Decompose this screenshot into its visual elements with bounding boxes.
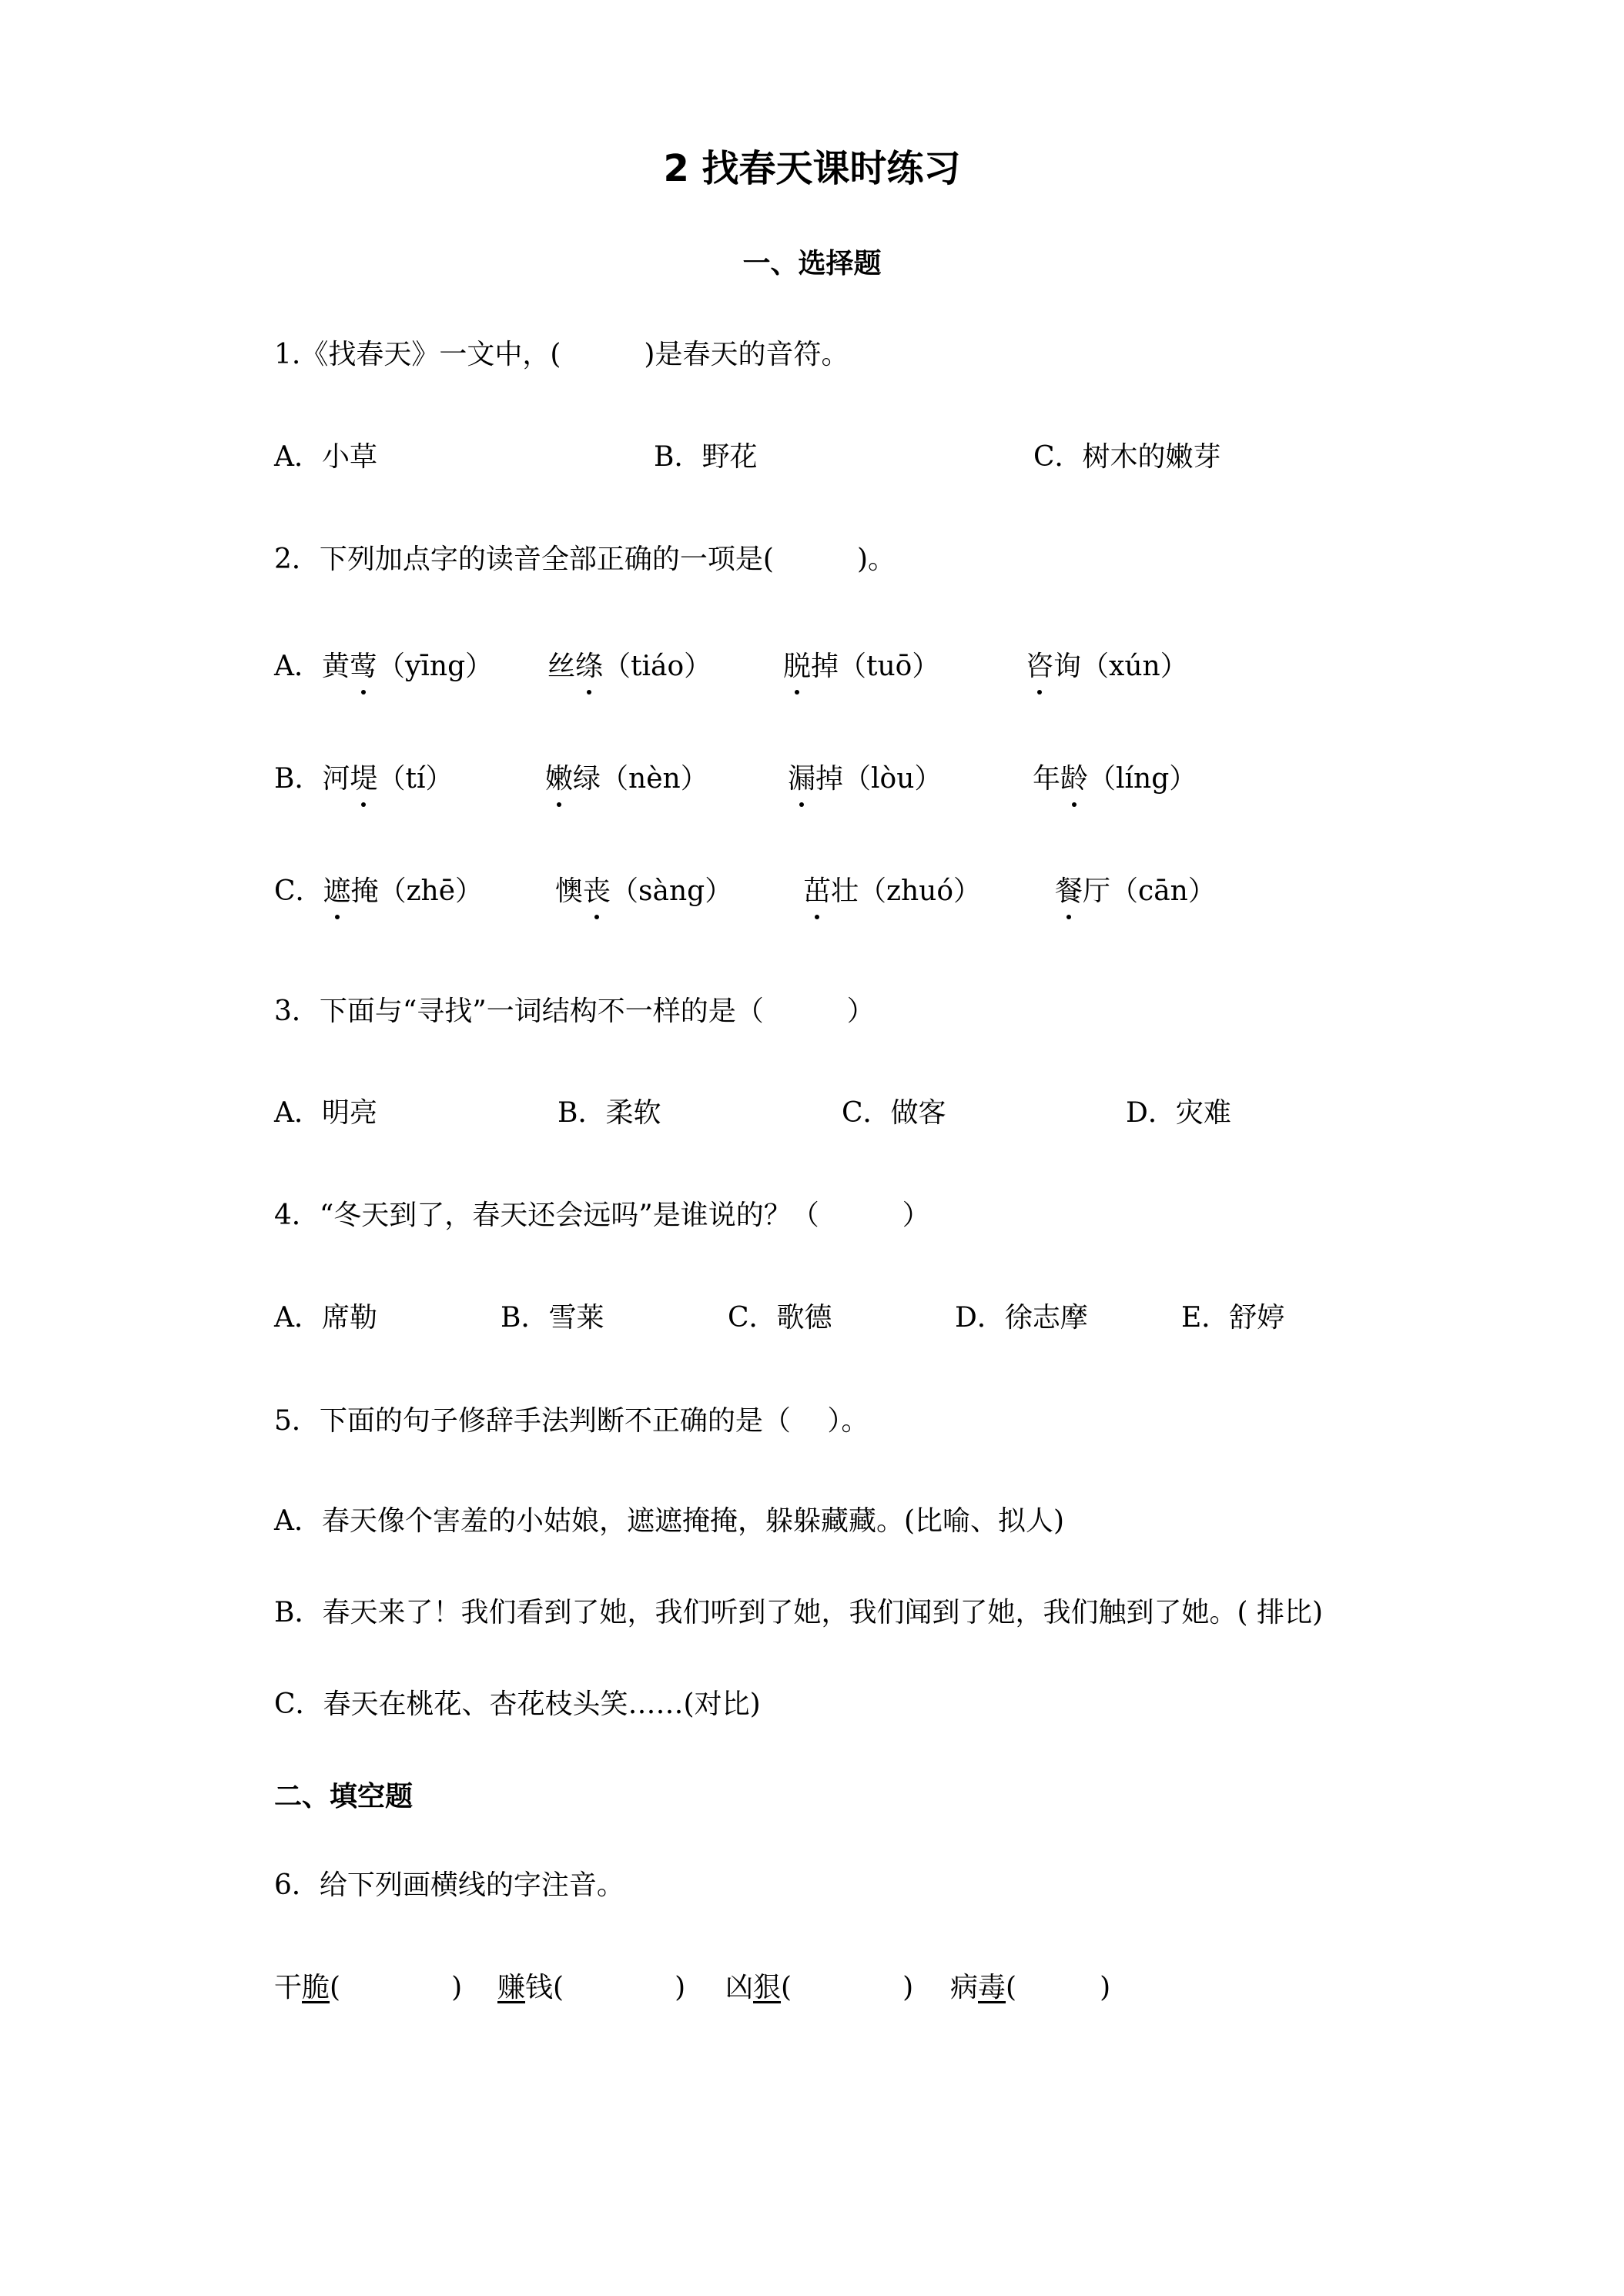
question-2-option-b (274, 761, 1429, 807)
option-a: A．席勒 (274, 1302, 377, 1334)
pinyin-item: 懊丧（sàng） (555, 873, 732, 910)
answer-blank: ( ) (781, 1972, 914, 2003)
question-3: 3．下面与“寻找”一词结构不一样的是（ ） (274, 996, 875, 1027)
pinyin-item: 茁壮（zhuó） (803, 873, 981, 910)
dotted-char: 漏 (788, 761, 815, 798)
question-2-option-c (274, 873, 1429, 919)
underlined-word: 赚钱( ) (497, 1970, 685, 2006)
pinyin-item: C．遮掩（zhē） (274, 873, 483, 910)
underlined-word: 凶狠( ) (725, 1970, 913, 2006)
option-d: D．灾难 (1126, 1097, 1231, 1129)
option-b: B．野花 (654, 441, 758, 473)
question-4-options (274, 1300, 1429, 1337)
answer-blank: ( ) (330, 1972, 463, 2003)
question-5-option-c: C．春天在桃花、杏花枝头笑……(对比) (274, 1689, 761, 1720)
pinyin-item: B．河堤（tí） (274, 761, 453, 798)
dotted-char: 咨 (1026, 648, 1053, 685)
pinyin-item: 咨询（xún） (1026, 648, 1188, 685)
question-2-option-a (274, 648, 1429, 694)
option-c: C．树木的嫩芽 (1033, 441, 1221, 473)
question-6: 6．给下列画横线的字注音。 (274, 1869, 624, 1901)
dotted-char: 茁 (803, 873, 831, 910)
option-a: A．明亮 (274, 1097, 377, 1129)
answer-blank: ( ) (553, 1972, 686, 2003)
question-3-options (274, 1095, 1429, 1132)
option-e: E．舒婷 (1181, 1302, 1285, 1334)
option-d: D．徐志摩 (955, 1302, 1088, 1334)
underlined-word: 干脆( ) (274, 1970, 462, 2006)
pinyin-item: 嫩绿（nèn） (545, 761, 708, 798)
dotted-char: 丧 (583, 873, 611, 910)
answer-blank: ( ) (1006, 1972, 1111, 2003)
question-6-items (274, 1970, 1198, 2016)
dotted-char: 遮 (323, 873, 351, 910)
pinyin-item: A．黄莺（yīng） (274, 648, 493, 685)
option-c: C．歌德 (728, 1302, 832, 1334)
option-b: B．雪莱 (501, 1302, 604, 1334)
question-5: 5．下面的句子修辞手法判断不正确的是（ ）。 (274, 1405, 869, 1437)
dotted-char: 餐 (1055, 873, 1083, 910)
option-b: B．柔软 (558, 1097, 661, 1129)
question-4: 4．“冬天到了，春天还会远吗”是谁说的？（ ） (274, 1200, 930, 1231)
section-heading-choice: 一、选择题 (742, 248, 882, 279)
question-5-option-a: A．春天像个害羞的小姑娘，遮遮掩掩，躲躲藏藏。(比喻、拟人) (274, 1505, 1065, 1537)
option-c: C．做客 (842, 1097, 946, 1129)
question-1: 1.《找春天》一文中，( )是春天的音符。 (274, 339, 849, 370)
underlined-word: 病毒( ) (950, 1970, 1110, 2006)
dotted-char: 绦 (575, 648, 603, 685)
pinyin-item: 年龄（líng） (1033, 761, 1197, 798)
page-title: 2 找春天课时练习 (663, 147, 961, 190)
dotted-char: 龄 (1060, 761, 1088, 798)
dotted-char: 莺 (350, 648, 377, 685)
pinyin-item: 餐厅（cān） (1055, 873, 1216, 910)
dotted-char: 嫩 (545, 761, 573, 798)
pinyin-item: 丝绦（tiáo） (547, 648, 712, 685)
question-2: 2．下列加点字的读音全部正确的一项是( )。 (274, 544, 896, 575)
question-1-options (274, 439, 1429, 476)
pinyin-item: 漏掉（lòu） (788, 761, 942, 798)
pinyin-item: 脱掉（tuō） (783, 648, 939, 685)
question-5-option-b: B．春天来了！我们看到了她，我们听到了她，我们闻到了她，我们触到了她。( 排比) (274, 1597, 1323, 1628)
section-heading-fill: 二、填空题 (274, 1781, 414, 1812)
option-a: A．小草 (274, 441, 377, 473)
dotted-char: 堤 (350, 761, 377, 798)
dotted-char: 脱 (783, 648, 811, 685)
